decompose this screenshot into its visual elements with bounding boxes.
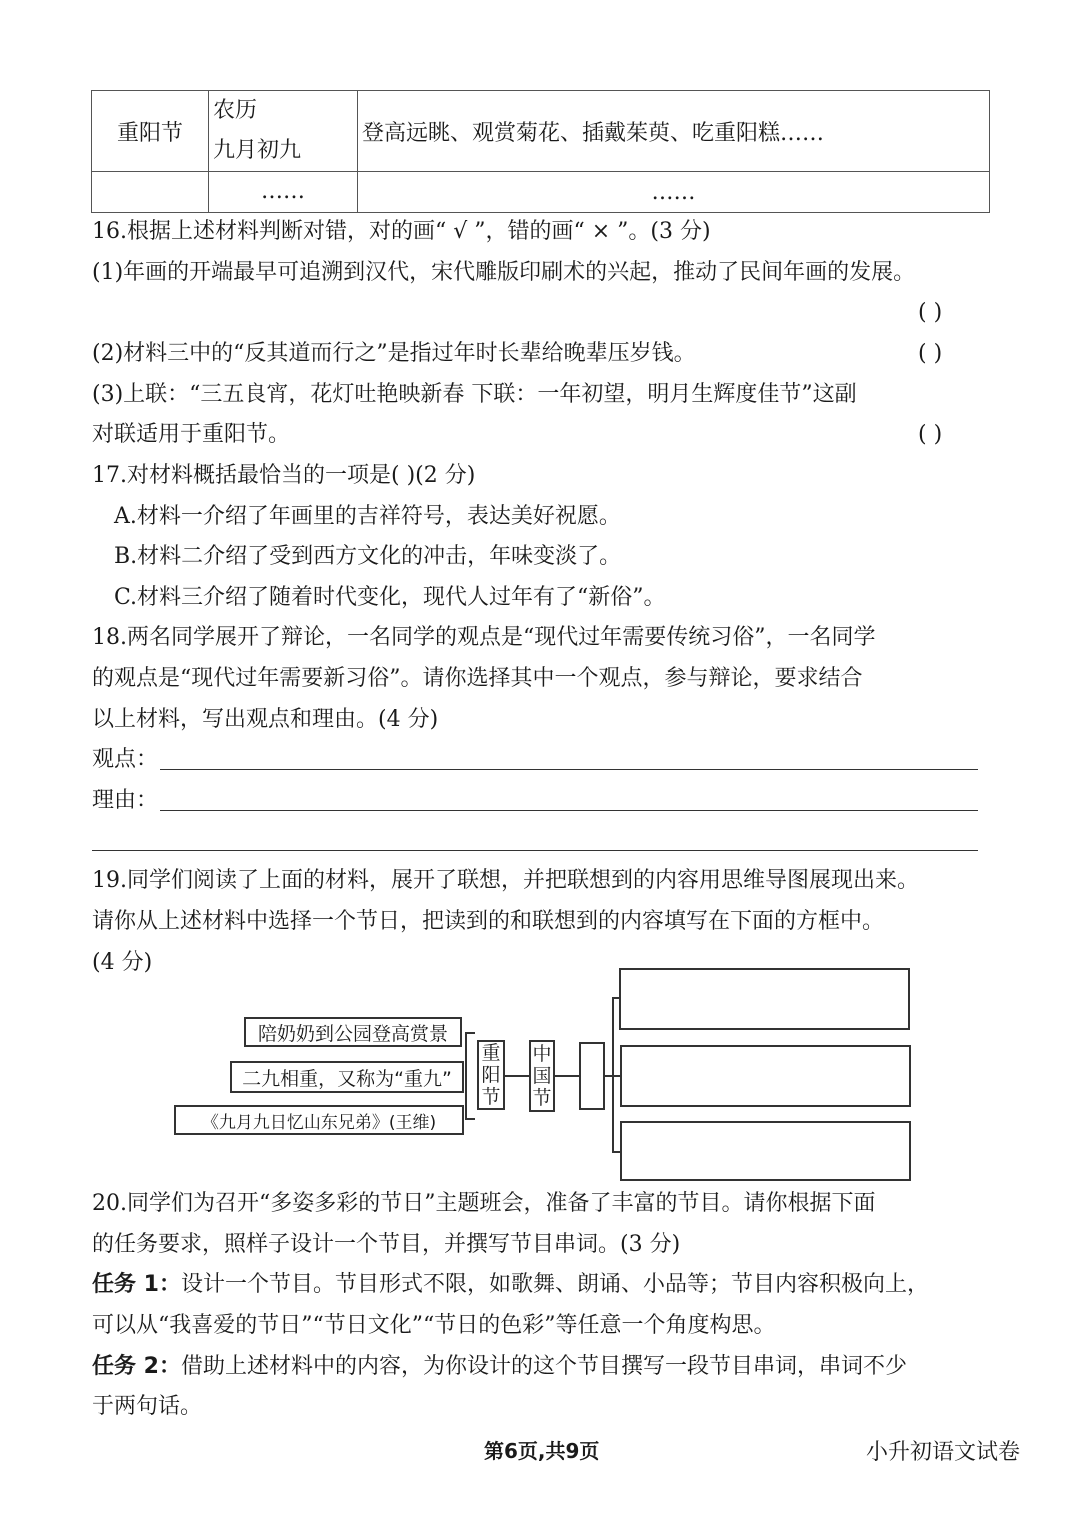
mindmap-connector xyxy=(465,1032,475,1034)
q16-item2: (2)材料三中的“反其道而行之”是指过年时长辈给晚辈压岁钱。 xyxy=(92,341,696,366)
page-number: 第6页,共9页 xyxy=(484,1439,600,1463)
festival-table xyxy=(91,90,990,213)
reason-answer-line[interactable] xyxy=(92,850,978,851)
q20-task2-line2: 于两句话。 xyxy=(92,1394,203,1419)
answer-bracket[interactable]: ( ) xyxy=(918,422,943,447)
date-line: 九月初九 xyxy=(213,138,302,163)
task1-label: 任务 1： xyxy=(92,1272,181,1297)
mindmap-item: 陪奶奶到公园登高赏景 xyxy=(244,1017,462,1047)
q19-line1: 19.同学们阅读了上面的材料，展开了联想，并把联想到的内容用思维导图展现出来。 xyxy=(92,868,919,893)
q17-option-c: C.材料三介绍了随着时代变化，现代人过年有了“新俗”。 xyxy=(114,585,666,610)
mindmap-connector xyxy=(612,1075,620,1077)
task1-text: 设计一个节目。节目形式不限，如歌舞、朗诵、小品等；节目内容积极向上， xyxy=(180,1272,929,1297)
mindmap-connector xyxy=(612,1151,620,1153)
q20-task1-line2: 可以从“我喜爱的节日”“节日文化”“节日的色彩”等任意一个角度构思。 xyxy=(92,1313,776,1338)
q18-line2: 的观点是“现代过年需要新习俗”。请你选择其中一个观点，参与辩论，要求结合 xyxy=(92,666,863,691)
mindmap-answer-box[interactable] xyxy=(620,1121,911,1181)
viewpoint-answer-line[interactable] xyxy=(160,769,978,770)
mindmap-connector xyxy=(465,1118,475,1120)
q16-stem: 16.根据上述材料判断对错，对的画“ √ ”，错的画“ × ”。(3 分) xyxy=(92,219,711,244)
q17-option-b: B.材料二介绍了受到西方文化的冲击，年味变淡了。 xyxy=(114,544,622,569)
reason-label: 理由： xyxy=(92,788,159,813)
answer-bracket[interactable]: ( ) xyxy=(918,300,943,325)
customs-cell: 登高远眺、观赏菊花、插戴茱萸、吃重阳糕…… xyxy=(358,91,990,172)
mindmap-festival xyxy=(477,1040,505,1110)
q20-line1: 20.同学们为召开“多姿多彩的节日”主题班会，准备了丰富的节目。请你根据下面 xyxy=(92,1191,876,1216)
viewpoint-label: 观点： xyxy=(92,747,159,772)
exam-title: 小升初语文试卷 xyxy=(866,1440,1021,1465)
date-cell xyxy=(209,91,358,172)
char: 重 xyxy=(481,1042,501,1064)
q16-item1: (1)年画的开端最早可追溯到汉代，宋代雕版印刷术的兴起，推动了民间年画的发展。 xyxy=(92,260,916,285)
q19-line3: (4 分) xyxy=(92,950,153,975)
char: 节 xyxy=(481,1086,501,1108)
mindmap-answer-box[interactable] xyxy=(620,1045,911,1107)
q16-item3-line1: (3)上联：“三五良宵，花灯吐艳映新春 下联：一年初望，明月生辉度佳节”这副 xyxy=(92,382,857,407)
answer-bracket[interactable]: ( ) xyxy=(918,341,943,366)
festival-cell xyxy=(92,172,209,213)
q17-option-a: A.材料一介绍了年画里的吉祥符号，表达美好祝愿。 xyxy=(114,504,621,529)
mindmap-center xyxy=(529,1040,555,1112)
task2-text: 借助上述材料中的内容，为你设计的这个节目撰写一段节目串词，串词不少 xyxy=(180,1354,907,1379)
q20-task2 xyxy=(92,1352,907,1382)
char: 国 xyxy=(532,1065,552,1087)
mindmap-answer-box[interactable] xyxy=(579,1042,605,1110)
task2-label: 任务 2： xyxy=(92,1354,181,1379)
mindmap-connector xyxy=(505,1075,529,1077)
mindmap-connector xyxy=(465,1032,467,1120)
mindmap-answer-box[interactable] xyxy=(619,968,910,1030)
q18-line3: 以上材料，写出观点和理由。(4 分) xyxy=(92,707,439,732)
table-row xyxy=(92,172,990,213)
reason-answer-line[interactable] xyxy=(160,810,978,811)
festival-cell: 重阳节 xyxy=(92,91,209,172)
mindmap-item: 二九相重，又称为“重九” xyxy=(230,1061,464,1093)
date-cell: …… xyxy=(209,172,358,213)
customs-cell: …… xyxy=(358,172,990,213)
q18-line1: 18.两名同学展开了辩论，一名同学的观点是“现代过年需要传统习俗”，一名同学 xyxy=(92,625,876,650)
q20-line2: 的任务要求，照样子设计一个节目，并撰写节目串词。(3 分) xyxy=(92,1232,681,1257)
q19-line2: 请你从上述材料中选择一个节日，把读到的和联想到的内容填写在下面的方框中。 xyxy=(92,909,885,934)
q16-item3-line2: 对联适用于重阳节。 xyxy=(92,422,291,447)
mindmap-connector xyxy=(555,1075,579,1077)
q20-task1 xyxy=(92,1270,929,1300)
table-row xyxy=(92,91,990,172)
char: 中 xyxy=(532,1043,552,1065)
date-line: 农历 xyxy=(213,98,258,123)
mindmap-item: 《九月九日忆山东兄弟》(王维) xyxy=(174,1105,464,1135)
char: 阳 xyxy=(481,1064,501,1086)
char: 节 xyxy=(532,1087,552,1109)
q17-stem: 17.对材料概括最恰当的一项是( )(2 分) xyxy=(92,463,476,488)
